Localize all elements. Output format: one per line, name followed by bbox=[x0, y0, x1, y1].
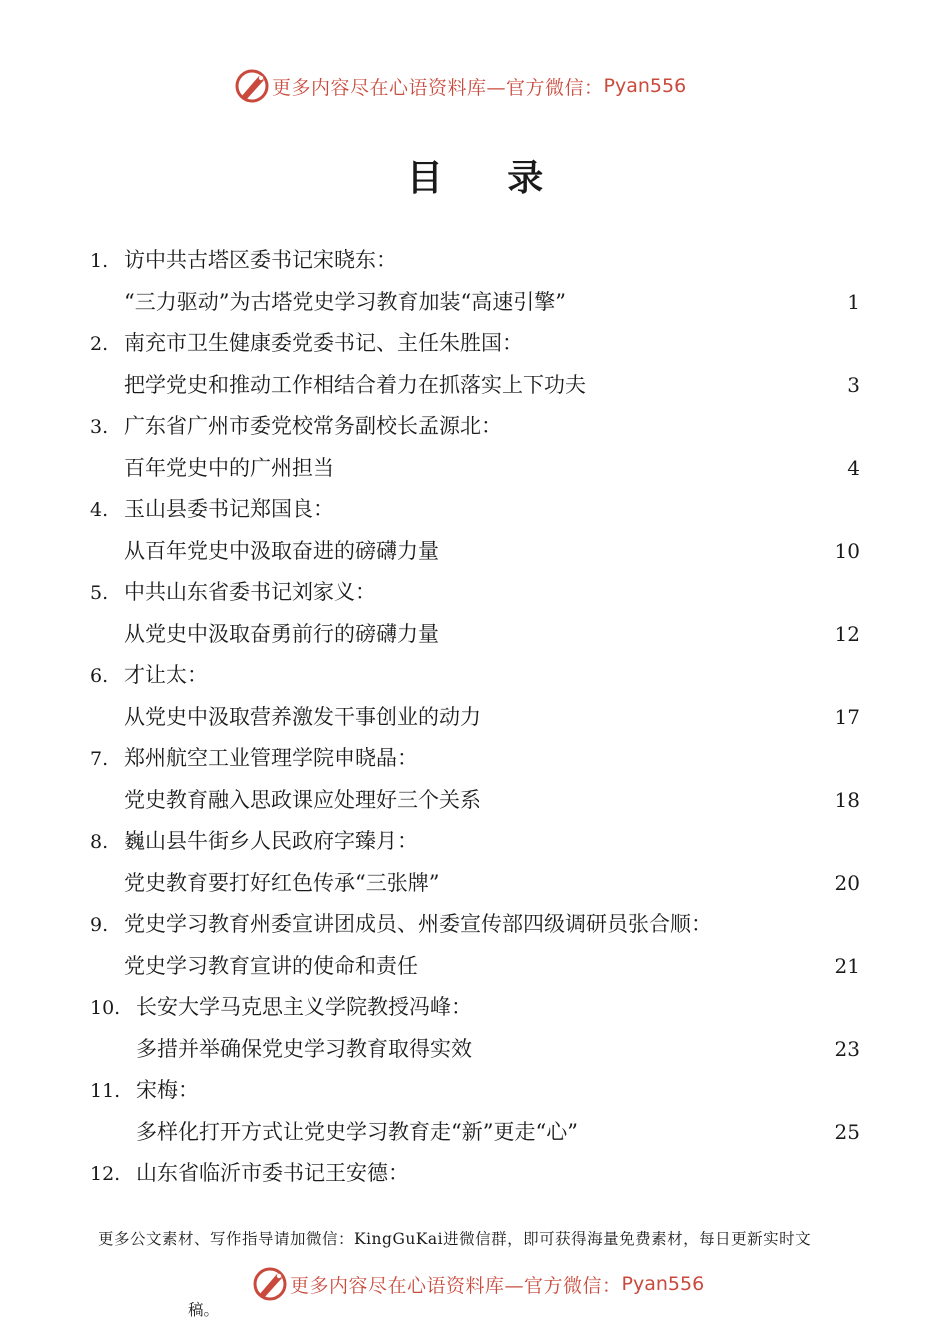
toc-entry-author: 郑州航空工业管理学院申晓晶： bbox=[124, 746, 418, 770]
toc-entry-number: 9. bbox=[90, 914, 109, 936]
toc-entry-heading-line bbox=[90, 987, 870, 1029]
toc-entry-title-line bbox=[90, 1029, 870, 1071]
toc-entry-page-number: 3 bbox=[847, 372, 860, 397]
toc-entry-number: 10. bbox=[90, 997, 121, 1019]
toc-entry-heading-line bbox=[90, 572, 870, 614]
toc-entry-title: 百年党史中的广州担当 bbox=[124, 455, 334, 480]
toc-entry-title: 多样化打开方式让党史学习教育走“新”更走“心” bbox=[136, 1119, 578, 1144]
toc-entry-number: 1. bbox=[90, 250, 109, 272]
toc-entry-author: 长安大学马克思主义学院教授冯峰： bbox=[136, 995, 472, 1019]
toc-entry[interactable] bbox=[90, 1153, 870, 1195]
toc-entry-page-number: 21 bbox=[834, 953, 860, 978]
toc-entry-title: 把学党史和推动工作相结合着力在抓落实上下功夫 bbox=[124, 372, 586, 397]
toc-entry-title-line bbox=[90, 1112, 870, 1154]
toc-entry[interactable] bbox=[90, 240, 870, 323]
toc-entry-title: 从党史中汲取奋勇前行的磅礴力量 bbox=[124, 621, 439, 646]
toc-entry-title-line bbox=[90, 531, 870, 573]
toc-entry-author: 南充市卫生健康委党委书记、主任朱胜国： bbox=[124, 331, 523, 355]
toc-entry-title-line bbox=[90, 946, 870, 988]
toc-entry-page-number: 17 bbox=[834, 704, 860, 729]
toc-entry-title: 党史教育要打好红色传承“三张牌” bbox=[124, 870, 440, 895]
toc-entry-page-number: 25 bbox=[834, 1119, 860, 1144]
toc-entry-author: 访中共古塔区委书记宋晓东： bbox=[124, 248, 397, 272]
watermark-bottom bbox=[250, 1262, 704, 1306]
toc-entry-number: 5. bbox=[90, 582, 109, 604]
toc-entry-title-line bbox=[90, 697, 870, 739]
toc-entry[interactable] bbox=[90, 323, 870, 406]
toc-entry-heading-line bbox=[90, 904, 870, 946]
toc-entry-page-number: 20 bbox=[834, 870, 860, 895]
toc-entry-heading-line bbox=[90, 655, 870, 697]
toc-entry-page-number: 4 bbox=[847, 455, 860, 480]
toc-entry-heading-line bbox=[90, 406, 870, 448]
toc-entry-author: 广东省广州市委党校常务副校长孟源北： bbox=[124, 414, 502, 438]
toc-entry-title: 多措并举确保党史学习教育取得实效 bbox=[136, 1036, 472, 1061]
toc-entry-author: 山东省临沂市委书记王安德： bbox=[136, 1161, 409, 1185]
watermark-top bbox=[232, 64, 686, 108]
toc-entry-page-number: 23 bbox=[834, 1036, 860, 1061]
toc-entry-title-line bbox=[90, 780, 870, 822]
footer-note-continued: 稿。 bbox=[188, 1301, 220, 1319]
toc-entry-title-line bbox=[90, 365, 870, 407]
toc-entry-author: 宋梅： bbox=[136, 1078, 199, 1102]
toc-entry-author: 巍山县牛街乡人民政府字臻月： bbox=[124, 829, 418, 853]
toc-entry[interactable] bbox=[90, 904, 870, 987]
toc-entry-heading-line bbox=[90, 1070, 870, 1112]
toc-entry-heading-line bbox=[90, 738, 870, 780]
toc-entry[interactable] bbox=[90, 655, 870, 738]
toc-entry-number: 7. bbox=[90, 748, 109, 770]
toc-entry-title-line bbox=[90, 448, 870, 490]
toc-entry[interactable] bbox=[90, 406, 870, 489]
toc-entry[interactable] bbox=[90, 987, 870, 1070]
toc-entry-title-line bbox=[90, 863, 870, 905]
toc-entry-number: 8. bbox=[90, 831, 109, 853]
watermark-wechat-id: Pyan556 bbox=[603, 75, 687, 97]
toc-entry-heading-line bbox=[90, 1153, 870, 1195]
toc-entry[interactable] bbox=[90, 1070, 870, 1153]
toc-entry[interactable] bbox=[90, 821, 870, 904]
toc-entry-page-number: 1 bbox=[847, 289, 860, 314]
toc-entry-page-number: 12 bbox=[834, 621, 860, 646]
toc-entry-author: 中共山东省委书记刘家义： bbox=[124, 580, 376, 604]
toc-entry-title: 党史学习教育宣讲的使命和责任 bbox=[124, 953, 418, 978]
toc-entry-page-number: 18 bbox=[834, 787, 860, 812]
watermark-text: 更多内容尽在心语资料库—官方微信： bbox=[290, 1274, 622, 1297]
footer-note: 更多公文素材、写作指导请加微信：KingGuKai进微信群，即可获得海量免费素材，每日更新实时文 bbox=[98, 1230, 812, 1248]
toc-entry-title: 从百年党史中汲取奋进的磅礴力量 bbox=[124, 538, 439, 563]
pen-nib-logo-icon bbox=[250, 1264, 290, 1304]
page-title: 目 录 bbox=[406, 157, 570, 199]
toc-entry-heading-line bbox=[90, 323, 870, 365]
toc-entry[interactable] bbox=[90, 489, 870, 572]
toc-entry-number: 4. bbox=[90, 499, 109, 521]
table-of-contents bbox=[90, 240, 870, 1195]
toc-entry-number: 2. bbox=[90, 333, 109, 355]
toc-entry-number: 11. bbox=[90, 1080, 121, 1102]
toc-entry-page-number: 10 bbox=[834, 538, 860, 563]
toc-entry-number: 6. bbox=[90, 665, 109, 687]
toc-entry-title-line bbox=[90, 282, 870, 324]
watermark-text: 更多内容尽在心语资料库—官方微信： bbox=[272, 76, 604, 99]
toc-entry-author: 玉山县委书记郑国良： bbox=[124, 497, 334, 521]
toc-entry-title: 党史教育融入思政课应处理好三个关系 bbox=[124, 787, 481, 812]
toc-entry-title: “三力驱动”为古塔党史学习教育加装“高速引擎” bbox=[124, 289, 566, 314]
toc-entry-heading-line bbox=[90, 821, 870, 863]
toc-entry-number: 3. bbox=[90, 416, 109, 438]
toc-entry-author: 才让太： bbox=[124, 663, 208, 687]
toc-entry[interactable] bbox=[90, 738, 870, 821]
toc-entry-title-line bbox=[90, 614, 870, 656]
toc-entry-title: 从党史中汲取营养激发干事创业的动力 bbox=[124, 704, 481, 729]
toc-entry-heading-line bbox=[90, 240, 870, 282]
watermark-wechat-id: Pyan556 bbox=[621, 1273, 705, 1295]
toc-entry-heading-line bbox=[90, 489, 870, 531]
toc-entry-number: 12. bbox=[90, 1163, 121, 1185]
toc-entry[interactable] bbox=[90, 572, 870, 655]
pen-nib-logo-icon bbox=[232, 66, 272, 106]
toc-entry-author: 党史学习教育州委宣讲团成员、州委宣传部四级调研员张合顺： bbox=[124, 912, 712, 936]
